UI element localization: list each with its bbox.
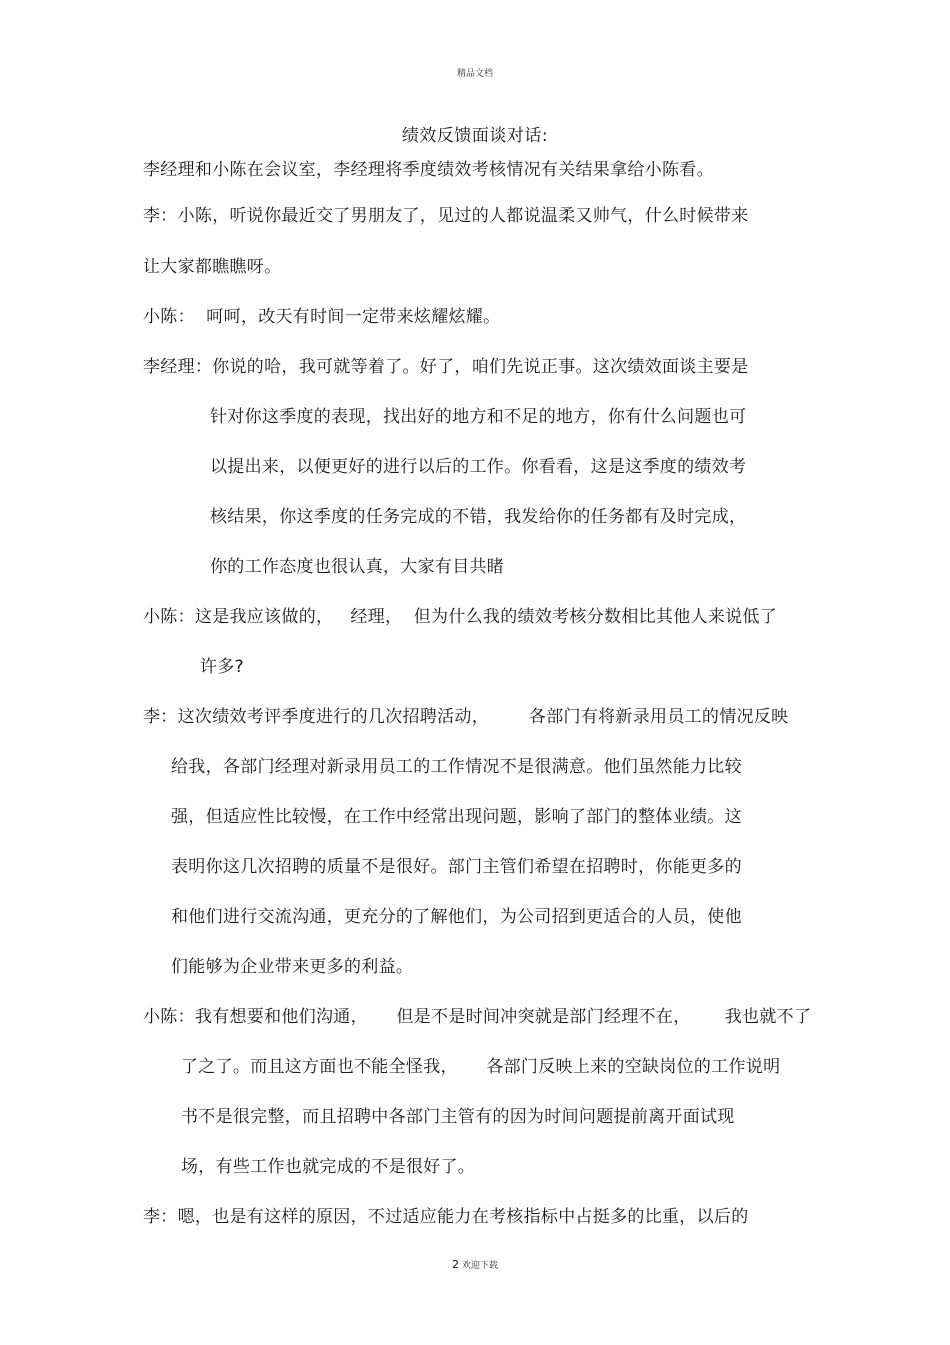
text-line: 许多? [200, 657, 244, 677]
text-line: 强，但适应性比较慢，在工作中经常出现问题，影响了部门的整体业绩。这 [171, 807, 742, 827]
text-line: 以提出来，以便更好的进行以后的工作。你看看，这是这季度的绩效考 [210, 457, 747, 477]
text-line: 小陈： 呵呵，改天有时间一定带来炫耀炫耀。 [143, 307, 501, 327]
text-line: 你的工作态度也很认真，大家有目共睹 [210, 557, 505, 577]
document-title: 绩效反馈面谈对话: [401, 126, 549, 146]
text-line: 书不是很完整，而且招聘中各部门主管有的因为时间问题提前离开面试现 [181, 1107, 735, 1127]
text-line: 李：小陈，听说你最近交了男朋友了，见过的人都说温柔又帅气，什么时候带来 [143, 206, 749, 226]
page-number: 2 [451, 1258, 459, 1271]
text-line: 小陈：我有想要和他们沟通， 但是不是时间冲突就是部门经理不在， 我也就不了 [143, 1007, 812, 1027]
text-line: 李：这次绩效考评季度进行的几次招聘活动， 各部门有将新录用员工的情况反映 [143, 707, 789, 727]
page-footer [0, 1258, 950, 1271]
text-line: 了之了。而且这方面也不能全怪我， 各部门反映上来的空缺岗位的工作说明 [181, 1057, 781, 1077]
text-line: 给我，各部门经理对新录用员工的工作情况不是很满意。他们虽然能力比较 [171, 757, 742, 777]
text-line: 针对你这季度的表现，找出好的地方和不足的地方，你有什么问题也可 [210, 407, 747, 427]
text-line: 小陈：这是我应该做的， 经理， 但为什么我的绩效考核分数相比其他人来说低了 [143, 607, 778, 627]
text-line: 和他们进行交流沟通，更充分的了解他们，为公司招到更适合的人员，使他 [171, 907, 742, 927]
text-line: 表明你这几次招聘的质量不是很好。部门主管们希望在招聘时，你能更多的 [171, 857, 742, 877]
text-line: 李：嗯，也是有这样的原因，不过适应能力在考核指标中占挺多的比重，以后的 [143, 1207, 749, 1227]
text-line: 核结果，你这季度的任务完成的不错，我发给你的任务都有及时完成， [210, 507, 747, 527]
text-line: 李经理和小陈在会议室，李经理将季度绩效考核情况有关结果拿给小陈看。 [143, 160, 714, 180]
page-header: 精品文档 [456, 69, 493, 79]
text-line: 李经理：你说的哈，我可就等着了。好了，咱们先说正事。这次绩效面谈主要是 [143, 357, 749, 377]
footer-text: 欢迎下载 [461, 1261, 498, 1271]
text-line: 们能够为企业带来更多的利益。 [171, 957, 414, 977]
text-line: 让大家都瞧瞧呀。 [143, 257, 282, 277]
text-line: 场，有些工作也就完成的不是很好了。 [181, 1157, 476, 1177]
